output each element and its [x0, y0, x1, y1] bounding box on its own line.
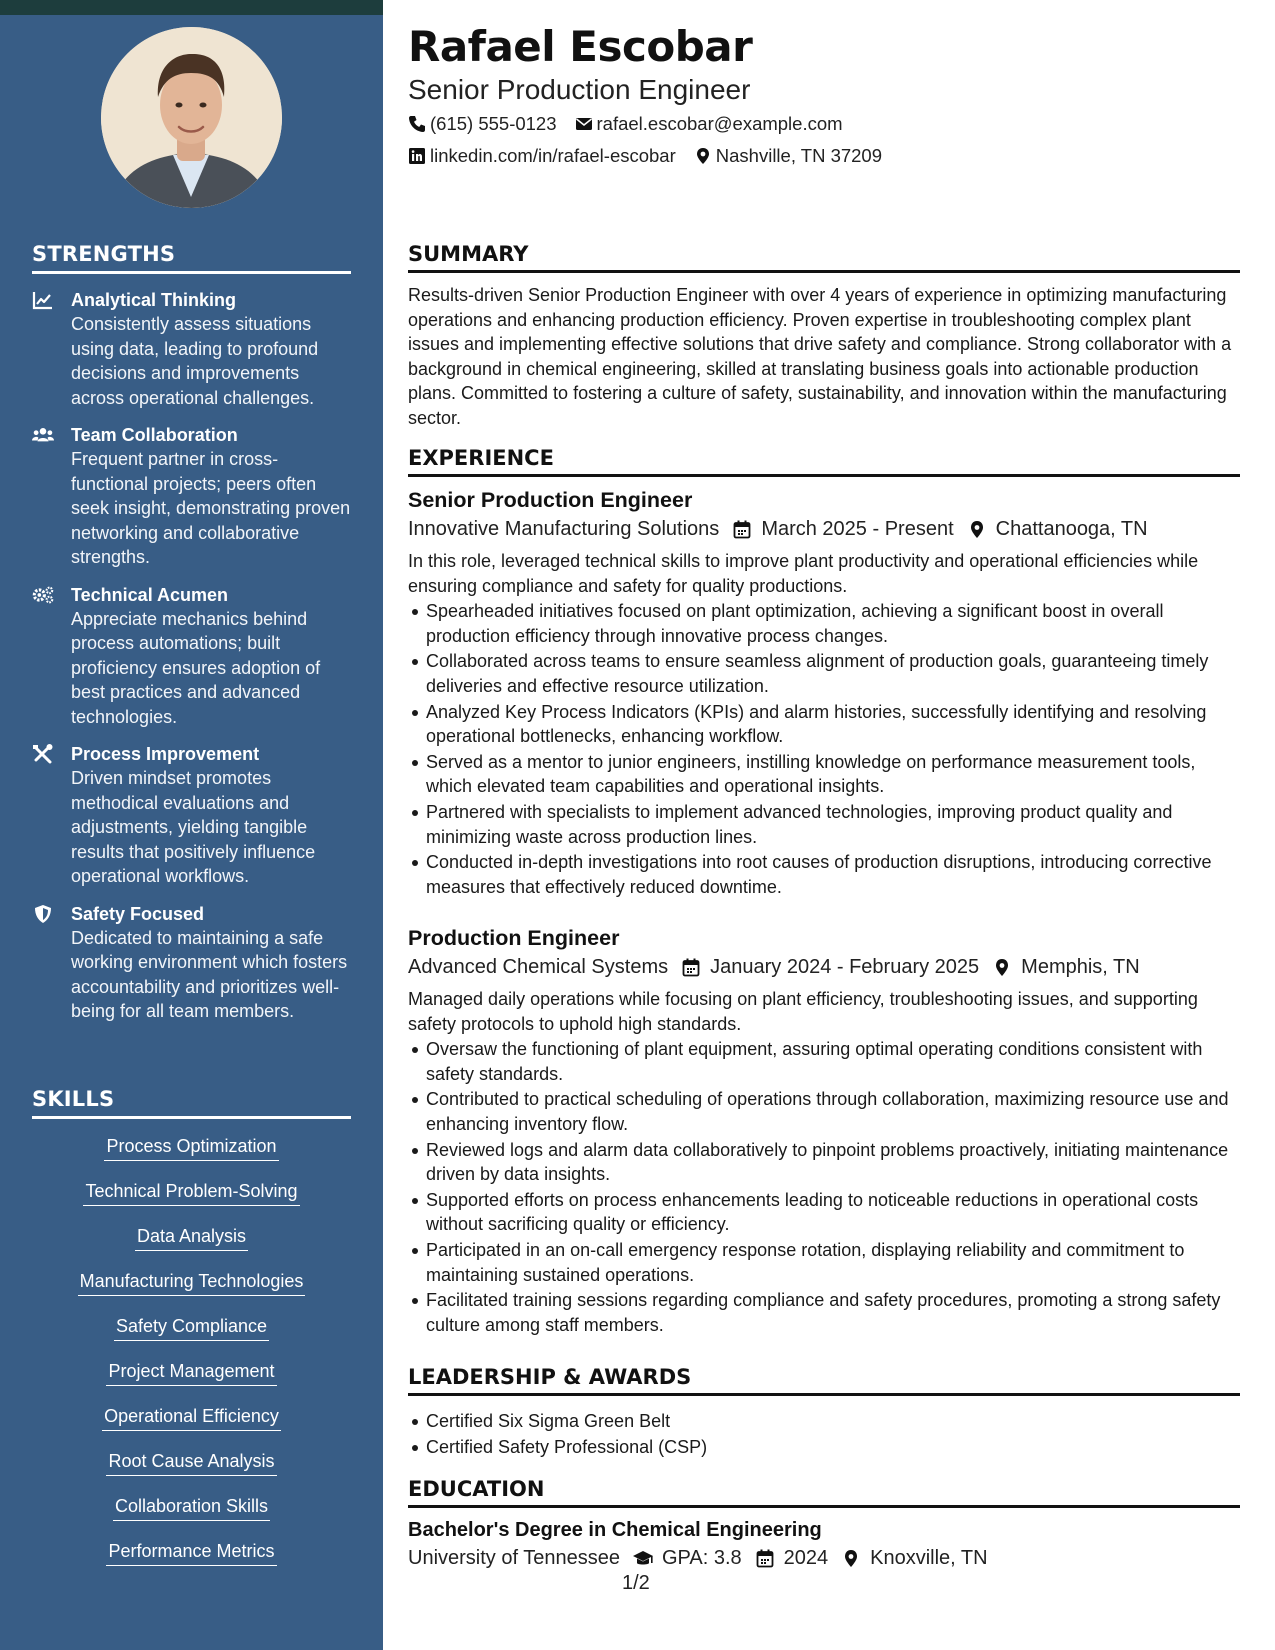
- list-item: Served as a mentor to junior engineers, instilling knowledge on performance measurement tools, which elevated team capabilities and operational insights.: [408, 750, 1240, 799]
- awards-list: [408, 1409, 1240, 1461]
- profile-photo: [101, 27, 282, 208]
- list-item: Certified Safety Professional (CSP): [408, 1435, 1240, 1460]
- strength-description: Dedicated to maintaining a safe working environment which fosters accountability and prioritizes well-being for all team members.: [71, 927, 348, 1021]
- job-role: Production Engineer: [408, 926, 620, 950]
- skill-label: Safety Compliance: [114, 1313, 269, 1341]
- contact-location: [694, 145, 882, 167]
- skill-item: [32, 1493, 351, 1538]
- envelope-icon: [575, 115, 593, 133]
- skill-item: [32, 1403, 351, 1448]
- skills-heading: SKILLS: [32, 1087, 351, 1119]
- education-entry: [408, 1517, 1240, 1570]
- job-company: Innovative Manufacturing Solutions: [408, 518, 720, 540]
- strength-description: Driven mindset promotes methodical evaluations and adjustments, yielding tangible results that positively influence operational workflows.: [71, 768, 316, 886]
- linkedin-icon: [408, 147, 426, 165]
- skills-list: [32, 1133, 351, 1583]
- email-link[interactable]: rafael.escobar@example.com: [596, 113, 843, 134]
- phone-icon: [408, 115, 426, 133]
- location-text: Nashville, TN 37209: [715, 145, 883, 166]
- job-meta: [408, 518, 1240, 541]
- education-heading: EDUCATION: [408, 1477, 1240, 1508]
- job-bullets: [408, 599, 1240, 899]
- skill-label: Performance Metrics: [106, 1538, 276, 1566]
- linkedin-link[interactable]: linkedin.com/in/rafael-escobar: [430, 145, 676, 166]
- education-year: 2024: [783, 1547, 829, 1569]
- job-meta: [408, 956, 1240, 979]
- strength-description: Appreciate mechanics behind process automations; built proficiency ensures adoption of best practices and advanced technologies.: [71, 608, 321, 727]
- skill-item: [32, 1538, 351, 1583]
- skill-label: Process Optimization: [104, 1133, 278, 1161]
- graduation-cap-icon: [632, 1549, 654, 1568]
- education-meta: [408, 1547, 1240, 1570]
- skill-item: [32, 1223, 351, 1268]
- map-pin-icon: [968, 520, 986, 539]
- job-dates: March 2025 - Present: [761, 518, 954, 540]
- strength-item: [32, 742, 352, 889]
- skill-item: [32, 1358, 351, 1403]
- job-entry: [408, 924, 1240, 1339]
- skill-item: [32, 1268, 351, 1313]
- tools-icon: [32, 742, 71, 889]
- experience-heading: EXPERIENCE: [408, 446, 1240, 477]
- education-degree: Bachelor's Degree in Chemical Engineering: [408, 1519, 822, 1541]
- list-item: Partnered with specialists to implement advanced technologies, improving product quality and minimizing waste across production lines.: [408, 800, 1240, 849]
- skill-item: [32, 1133, 351, 1178]
- job-entry: [408, 486, 1240, 901]
- calendar-icon: [733, 520, 751, 539]
- strength-description: Consistently assess situations using data, leading to profound decisions and improvements across operational challenges.: [71, 314, 319, 408]
- map-pin-icon: [840, 1549, 862, 1568]
- strengths-list: [32, 288, 352, 1037]
- contact-row: [408, 145, 900, 167]
- job-location: Chattanooga, TN: [995, 518, 1148, 540]
- list-item: Collaborated across teams to ensure seamless alignment of production goals, guaranteeing timely deliveries and effective resource utilization.: [408, 649, 1240, 698]
- avatar: [101, 27, 282, 208]
- list-item: Spearheaded initiatives focused on plant optimization, achieving a significant boost in overall production efficiency through innovative process changes.: [408, 599, 1240, 648]
- sidebar-top-bar: [0, 0, 383, 15]
- job-company: Advanced Chemical Systems: [408, 956, 669, 978]
- list-item: Conducted in-depth investigations into root causes of production disruptions, introducing corrective measures that effectively reduced downtime.: [408, 850, 1240, 899]
- skill-label: Technical Problem-Solving: [83, 1178, 299, 1206]
- list-item: Facilitated training sessions regarding compliance and safety procedures, promoting a strong safety culture among staff members.: [408, 1288, 1240, 1337]
- skill-label: Collaboration Skills: [113, 1493, 270, 1521]
- job-role: Senior Production Engineer: [408, 488, 693, 512]
- contact-linkedin[interactable]: [408, 145, 676, 167]
- strength-item: [32, 423, 352, 570]
- skill-label: Data Analysis: [135, 1223, 248, 1251]
- education-location: Knoxville, TN: [870, 1547, 988, 1569]
- skill-item: [32, 1313, 351, 1358]
- job-dates: January 2024 - February 2025: [710, 956, 980, 978]
- shield-icon: [32, 902, 71, 1024]
- education-gpa: GPA: 3.8: [661, 1547, 742, 1569]
- phone-text: (615) 555-0123: [430, 113, 557, 134]
- chart-line-icon: [32, 288, 71, 410]
- page-number: 1/2: [622, 1572, 650, 1594]
- skill-label: Manufacturing Technologies: [78, 1268, 306, 1296]
- summary-text: Results-driven Senior Production Engineer with over 4 years of experience in optimizing manufacturing operations and enhancing production efficiency. Proven expertise in troubleshooting complex plant issues and implementing effective solutions that drive safety and compliance. Strong collaborator with a background in chemical engineering, skilled at translating business goals into actionable production plans. Committed to fostering a culture of safety, sustainability, and innovation within the manufacturing sector.: [408, 285, 1232, 428]
- list-item: Certified Six Sigma Green Belt: [408, 1409, 1240, 1434]
- strength-title: Process Improvement: [71, 744, 260, 764]
- strength-description: Frequent partner in cross-functional projects; peers often seek insight, demonstrating proven networking and collaborative strengths.: [71, 449, 351, 567]
- awards-heading: LEADERSHIP & AWARDS: [408, 1365, 1240, 1396]
- map-pin-icon: [993, 958, 1011, 977]
- job-intro: Managed daily operations while focusing on plant efficiency, troubleshooting issues, and supporting safety protocols to uphold high standards.: [408, 989, 1198, 1034]
- list-item: Analyzed Key Process Indicators (KPIs) and alarm histories, successfully identifying and resolving operational bottlenecks, enhancing workflow.: [408, 700, 1240, 749]
- calendar-icon: [754, 1549, 776, 1568]
- strength-title: Safety Focused: [71, 903, 205, 924]
- users-icon: [32, 423, 71, 570]
- candidate-name: Rafael Escobar: [408, 22, 753, 71]
- calendar-icon: [682, 958, 700, 977]
- contact-phone: [408, 113, 557, 135]
- strength-title: Team Collaboration: [71, 425, 238, 445]
- list-item: Oversaw the functioning of plant equipment, assuring optimal operating conditions consistent with safety standards.: [408, 1037, 1240, 1086]
- strength-item: [32, 288, 352, 410]
- skill-item: [32, 1178, 351, 1223]
- list-item: Participated in an on-call emergency response rotation, displaying reliability and commitment to maintaining sustained operations.: [408, 1238, 1240, 1287]
- sidebar: [0, 0, 383, 1650]
- candidate-title: Senior Production Engineer: [408, 74, 751, 105]
- job-location: Memphis, TN: [1021, 956, 1140, 978]
- skill-label: Root Cause Analysis: [106, 1448, 276, 1476]
- list-item: Supported efforts on process enhancements leading to noticeable reductions in operational costs without sacrificing quality or efficiency.: [408, 1188, 1240, 1237]
- contact-row: [408, 113, 861, 135]
- skill-label: Operational Efficiency: [102, 1403, 281, 1431]
- contact-email[interactable]: [575, 113, 843, 135]
- strength-item: [32, 583, 352, 730]
- summary-heading: SUMMARY: [408, 242, 1240, 273]
- list-item: Reviewed logs and alarm data collaboratively to pinpoint problems proactively, initiating maintenance driven by data insights.: [408, 1138, 1240, 1187]
- skill-item: [32, 1448, 351, 1493]
- map-pin-icon: [694, 147, 712, 165]
- strength-title: Analytical Thinking: [71, 290, 237, 310]
- education-school: University of Tennessee: [408, 1547, 620, 1569]
- job-intro: In this role, leveraged technical skills to improve plant productivity and operational efficiencies while ensuring compliance and safety for quality productions.: [408, 551, 1199, 596]
- job-bullets: [408, 1037, 1240, 1337]
- strength-item: [32, 902, 352, 1024]
- skill-label: Project Management: [106, 1358, 276, 1386]
- list-item: Contributed to practical scheduling of operations through collaboration, maximizing resource use and enhancing inventory flow.: [408, 1087, 1240, 1136]
- gears-icon: [32, 583, 71, 730]
- strength-title: Technical Acumen: [71, 584, 229, 605]
- strengths-heading: STRENGTHS: [32, 242, 351, 274]
